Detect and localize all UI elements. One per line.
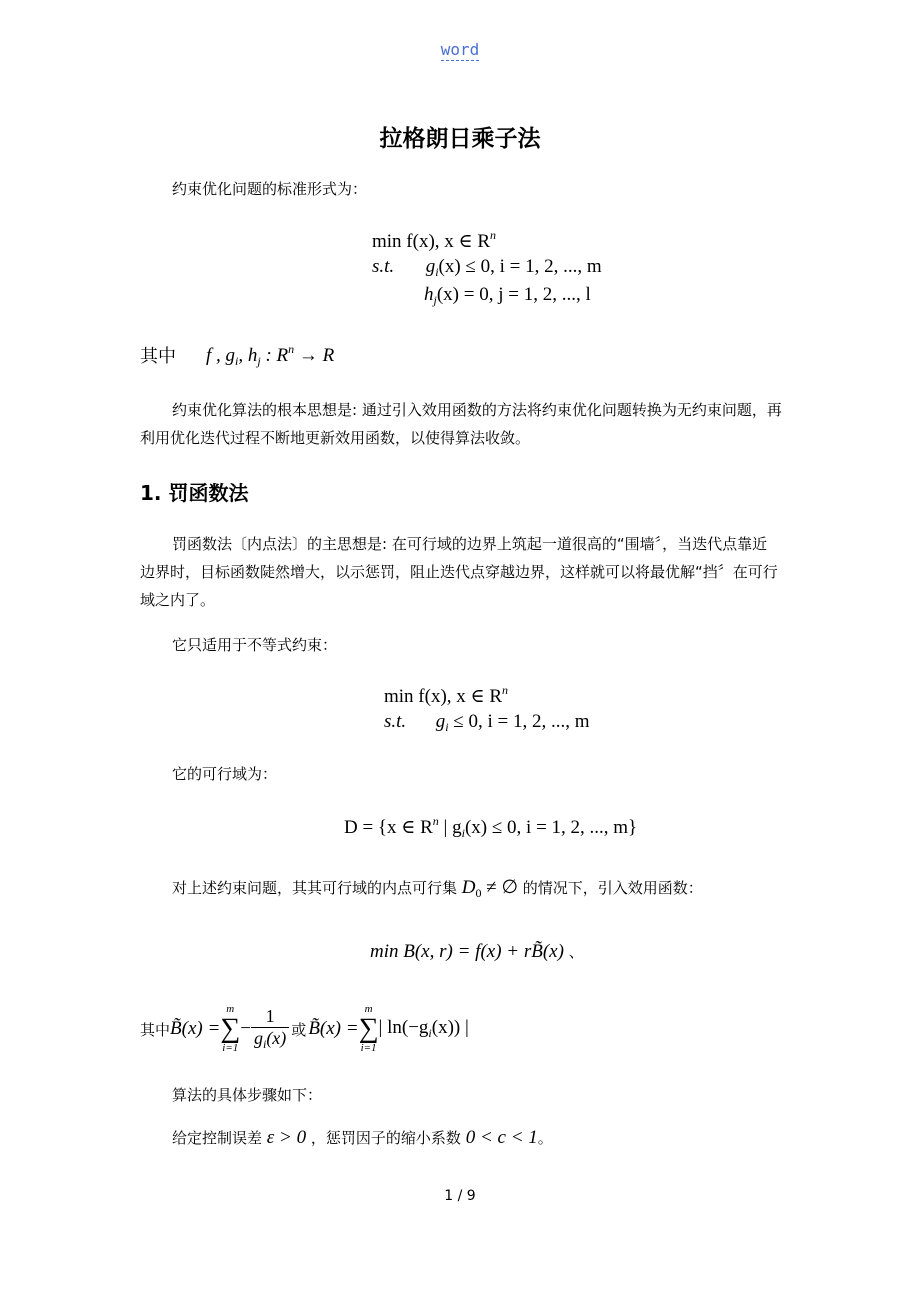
header-link-text[interactable]: word [440, 40, 480, 59]
section-heading-penalty: 1. 罚函数法 [140, 481, 249, 505]
control-line [172, 1124, 553, 1152]
eq-constraint: (x) = 0, j = 1, 2, ..., l [436, 284, 591, 305]
feasible-set-b: | g [438, 817, 462, 838]
control-end: 。 [537, 1129, 553, 1147]
sum-bottom-2: i=1 [360, 1042, 377, 1054]
intro-text: 约束优化问题的标准形式为： [172, 180, 368, 198]
fraction [251, 1006, 289, 1052]
where-expression: f , $g_i$, $h_j$ : $R^n \to R$ [206, 342, 335, 368]
where-f-g: f , g [206, 345, 236, 366]
ineq-objective: min f(x), x ∈ R [384, 686, 503, 707]
control-text-a: 给定控制误差 [172, 1129, 263, 1147]
penalty-paragraph: 罚函数法〔内点法〕的主思想是: 在可行域的边界上筑起一道很高的“围墙〞，当迭代点靠近边界时，目标函数陡然增大，以示惩罚，阻止迭代点穿越边界，这样就可以将最优解“挡〞在可行域之内了。 [140, 535, 778, 609]
log-expression: | $\ln(-g_i(x))$ | [378, 1017, 469, 1040]
barrier-definition [140, 1004, 469, 1054]
h-symbol: h [424, 284, 434, 305]
where-h: , h [238, 345, 258, 366]
minus-sign: − [240, 1018, 251, 1039]
where-label: 其中 [140, 346, 176, 367]
feasible-set: D = {x ∈ $R^n$ | $g_i(x) \le 0$, i = 1, 2, ..., m} [344, 814, 638, 840]
std-form-line-1 [372, 228, 496, 253]
c-range-expr: 0 < c < 1 [465, 1127, 538, 1148]
ineq-form-line-1: min f(x), x ∈ $R^n$ [384, 683, 509, 707]
utility-tail: 、 [568, 943, 584, 961]
st-label: s.t. [372, 256, 395, 277]
control-text-b: ，惩罚因子的缩小系数 [310, 1129, 461, 1147]
g-symbol: g [425, 256, 436, 277]
steps-label: 算法的具体步骤如下： [172, 1086, 323, 1104]
ineq-constraint-2: ≤ 0, i = 1, 2, ..., m [448, 711, 590, 732]
only-ineq-text: 它只适用于不等式约束： [172, 636, 338, 654]
or-text: 或 [291, 1020, 307, 1039]
epsilon-expr: ε > 0 [266, 1127, 307, 1148]
ineq-g-symbol: g [435, 711, 446, 732]
utility-function [370, 941, 584, 963]
interior-line [172, 874, 703, 907]
barrier-label: 其中 [140, 1020, 171, 1039]
sum-top-2: m [364, 1003, 373, 1015]
sum-symbol-2: m ∑ i=1 [358, 1003, 379, 1054]
sum-bottom-1: i=1 [222, 1042, 239, 1054]
sum-symbol-1: m ∑ i=1 [220, 1003, 241, 1054]
where-arrow-r: → R [294, 345, 335, 366]
not-empty: ≠ ∅ [481, 877, 519, 898]
d-sub-0: 0 [475, 886, 482, 900]
ineq-constraint: (x) ≤ 0, i = 1, 2, ..., m [438, 256, 602, 277]
page-number: 1 / 9 [444, 1188, 476, 1204]
std-form-line-2 [372, 256, 602, 280]
fraction-denominator: $g_i(x)$ [253, 1028, 287, 1051]
std-form-objective: min f(x), x ∈ R [372, 231, 491, 252]
feasible-set-c: (x) ≤ 0, i = 1, 2, ..., m} [464, 817, 638, 838]
feasible-set-a: D = {x ∈ R [344, 817, 433, 838]
ineq-form-line-2: s.t. $g_i \le 0$, i = 1, 2, ..., m [384, 711, 590, 734]
interior-text-b: 的情况下，引入效用函数： [522, 879, 703, 897]
barrier-lhs-2: B̃(x) = [308, 1018, 359, 1039]
interior-text-a: 对上述约束问题，其其可行域的内点可行集 [172, 879, 458, 897]
utility-expr: min B(x, r) = f(x) + rB̃(x) [370, 941, 564, 962]
fraction-numerator: 1 [251, 1006, 289, 1028]
sup-n: n [490, 228, 497, 242]
sum-top-1: m [226, 1003, 235, 1015]
std-form-line-3 [424, 284, 591, 308]
sub-i: i [435, 265, 439, 279]
feasible-label: 它的可行域为： [172, 765, 278, 783]
sub-j: j [433, 293, 437, 307]
ineq-st-label: s.t. [384, 711, 407, 732]
idea-paragraph: 约束优化算法的根本思想是: 通过引入效用函数的方法将约束优化问题转换为无约束问题，再利用优化迭代过程不断地更新效用函数，以使得算法收敛。 [140, 401, 782, 447]
page-title: 拉格朗日乘子法 [379, 126, 541, 152]
header-word-link[interactable] [0, 40, 920, 59]
d-symbol: D [461, 877, 476, 898]
barrier-lhs: B̃(x) = [170, 1018, 221, 1039]
where-rn: : R [260, 345, 289, 366]
